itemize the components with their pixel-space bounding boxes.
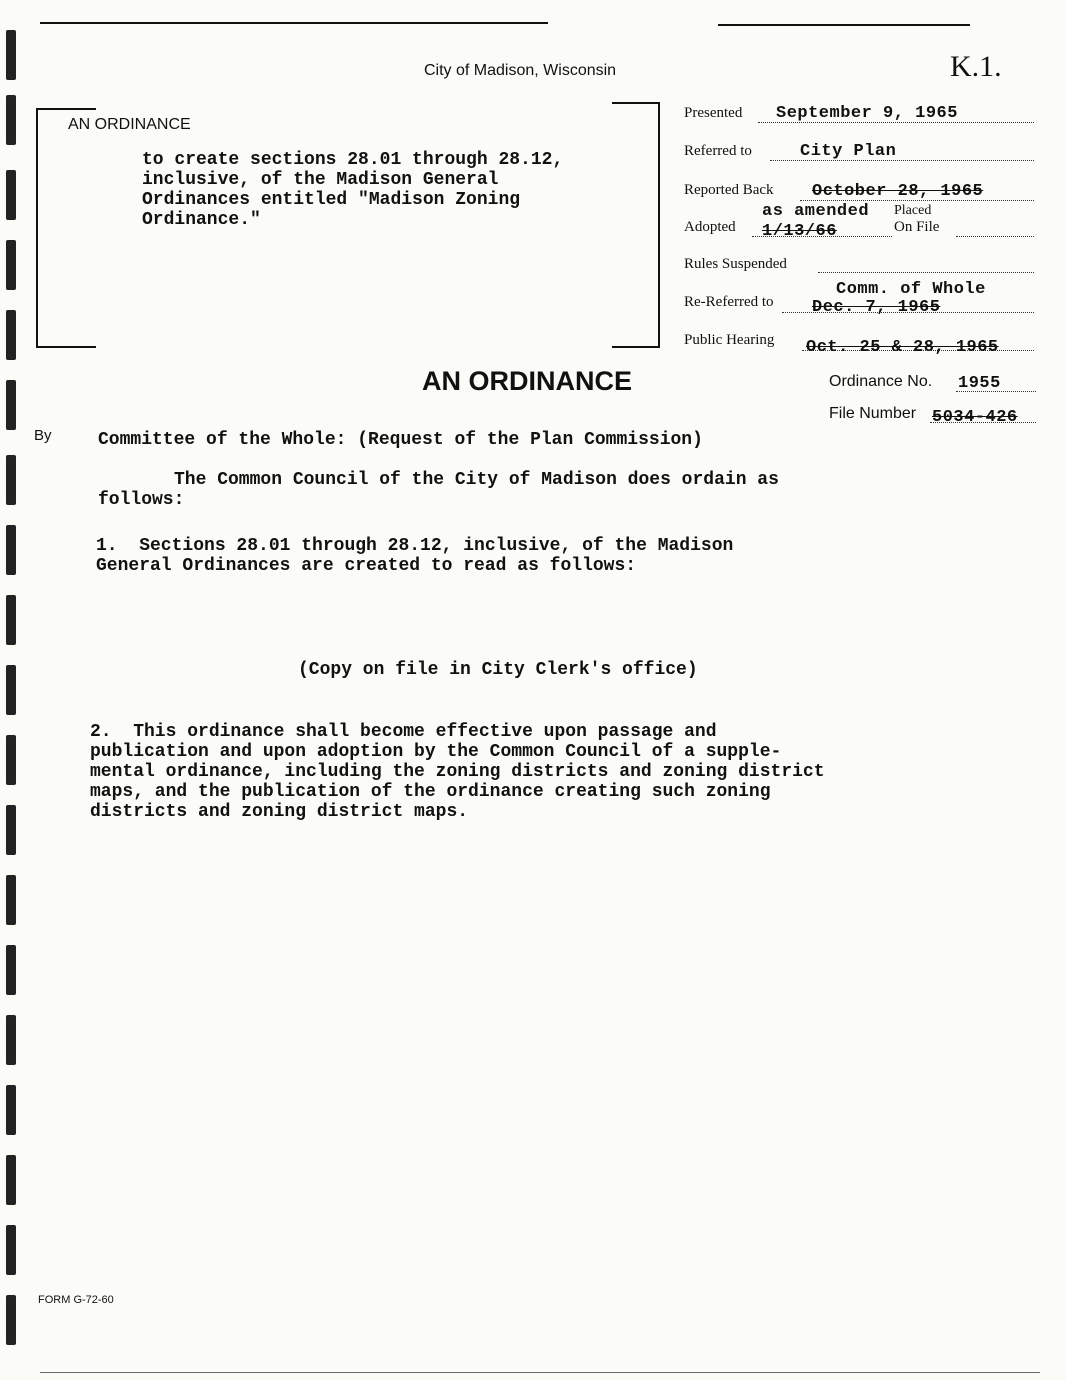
file-number-label: File Number bbox=[829, 405, 917, 422]
amended-note: as amended bbox=[762, 202, 870, 221]
reported-value: October 28, 1965 bbox=[812, 182, 984, 201]
public-hearing-label: Public Hearing bbox=[684, 332, 775, 348]
intro-paragraph: The Common Council of the City of Madison does ordain as follows: bbox=[98, 470, 779, 510]
file-number-value: 5034-426 bbox=[932, 408, 1018, 427]
ordinance-number-label: Ordinance No. bbox=[829, 373, 933, 390]
section-1: 1. Sections 28.01 through 28.12, inclusive, of the Madison General Ordinances are created to read as follows: bbox=[96, 536, 734, 576]
sponsor: Committee of the Whole: (Request of the Plan Commission) bbox=[98, 430, 703, 450]
presented-value: September 9, 1965 bbox=[776, 104, 958, 123]
top-rule-left bbox=[40, 22, 548, 24]
onfile-label: On File bbox=[894, 219, 940, 235]
section-2: 2. This ordinance shall become effective upon passage and publication and upon adoption by the Common Council of a supple- mental ordinance, including the zoning districts and zoning district maps, and the publication of the ordinance creating such zoning districts and zoning district maps. bbox=[90, 722, 825, 822]
box-top-left bbox=[36, 108, 96, 110]
document-code: K.1. bbox=[950, 50, 1002, 83]
reported-label: Reported Back bbox=[684, 182, 774, 198]
by-label: By bbox=[34, 427, 52, 444]
ordinance-number-value: 1955 bbox=[958, 374, 1001, 393]
referred-label: Referred to bbox=[684, 143, 752, 159]
rereferred-note: Comm. of Whole bbox=[836, 280, 986, 299]
main-title: AN ORDINANCE bbox=[422, 366, 633, 396]
box-top-right bbox=[612, 102, 660, 104]
rereferred-label: Re-Referred to bbox=[684, 294, 774, 310]
public-hearing-value: Oct. 25 & 28, 1965 bbox=[806, 338, 999, 357]
top-rule-right bbox=[718, 24, 970, 26]
form-code: FORM G-72-60 bbox=[38, 1294, 114, 1306]
box-right-edge bbox=[658, 102, 660, 348]
adopted-label: Adopted bbox=[684, 219, 736, 235]
presented-label: Presented bbox=[684, 105, 743, 121]
box-bottom-left bbox=[36, 346, 96, 348]
title-box-description: to create sections 28.01 through 28.12, inclusive, of the Madison General Ordinances entitled "Madison Zoning Ordinance." bbox=[142, 150, 564, 230]
rules-suspended-label: Rules Suspended bbox=[684, 256, 787, 272]
adopted-value: 1/13/66 bbox=[762, 222, 837, 241]
bottom-rule bbox=[40, 1372, 1040, 1373]
referred-value: City Plan bbox=[800, 142, 897, 161]
rereferred-value: Dec. 7, 1965 bbox=[812, 298, 941, 317]
placed-label: Placed bbox=[894, 203, 932, 218]
copy-note: (Copy on file in City Clerk's office) bbox=[298, 660, 698, 680]
box-left-edge bbox=[36, 108, 38, 348]
box-bottom-right bbox=[612, 346, 660, 348]
title-box-label: AN ORDINANCE bbox=[68, 116, 191, 133]
city-header: City of Madison, Wisconsin bbox=[424, 62, 617, 79]
